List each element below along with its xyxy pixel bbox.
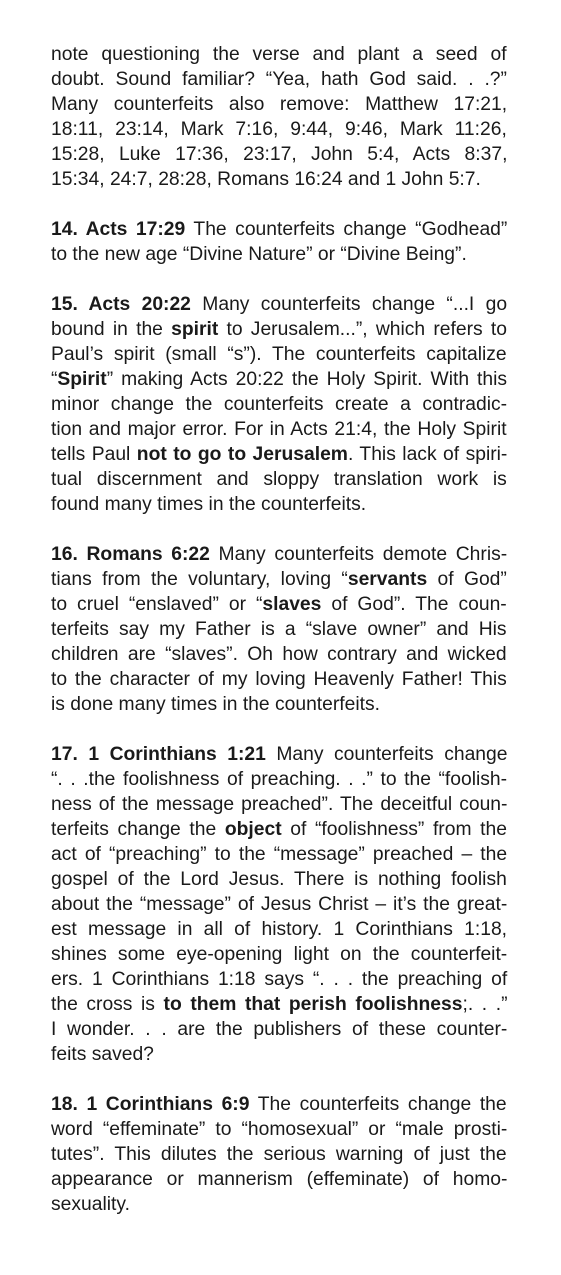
- text-line: to the new age “Divine Nature” or “Divine Being”.: [51, 244, 467, 265]
- text-line: “Spirit” making Acts 20:22 the Holy Spirit. With this: [51, 369, 508, 390]
- text-line: I wonder. . . are the publishers of these counter-: [51, 1019, 508, 1040]
- text-line: word “effeminate” to “homosexual” or “male prosti-: [51, 1119, 508, 1140]
- text-line: children are “slaves”. Oh how contrary and wicked: [51, 644, 507, 665]
- text-line: 18:11, 23:14, Mark 7:16, 9:44, 9:46, Mark 11:26,: [51, 119, 507, 140]
- document-page: [51, 42, 507, 1217]
- text-line: tutes”. This dilutes the serious warning of just the: [51, 1144, 507, 1165]
- text-line: to the character of my loving Heavenly Father! This: [51, 669, 507, 690]
- paragraph-item-15: [51, 292, 507, 517]
- text-line: tual discernment and sloppy translation work is: [51, 469, 507, 490]
- text-line: shines some eye-opening light on the counterfeit-: [51, 944, 508, 965]
- text-line: terfeits change the object of “foolishness” from the: [51, 819, 507, 840]
- text-line: the cross is to them that perish foolishness;. . .”: [51, 994, 508, 1015]
- text-line: act of “preaching” to the “message” preached – the: [51, 844, 508, 865]
- text-line: bound in the spirit to Jerusalem...”, which refers to: [51, 319, 507, 340]
- text-line: minor change the counterfeits create a contradic-: [51, 394, 508, 415]
- text-line: terfeits say my Father is a “slave owner” and His: [51, 619, 507, 640]
- item-heading: 14. Acts 17:29: [51, 219, 186, 240]
- text-line: feits saved?: [51, 1044, 154, 1065]
- text-line: “. . .the foolishness of preaching. . .” to the “foolish-: [51, 769, 508, 790]
- text-line: ers. 1 Corinthians 1:18 says “. . . the preaching of: [51, 969, 508, 990]
- text-line: tion and major error. For in Acts 21:4, the Holy Spirit: [51, 419, 507, 440]
- item-heading: 15. Acts 20:22: [51, 294, 191, 315]
- text-line: note questioning the verse and plant a seed of: [51, 44, 507, 65]
- text-line: sexuality.: [51, 1194, 130, 1215]
- text-line: found many times in the counterfeits.: [51, 494, 367, 515]
- text-line: 15:28, Luke 17:36, 23:17, John 5:4, Acts 8:37,: [51, 144, 508, 165]
- text-line: 14. Acts 17:29 The counterfeits change “Godhead”: [51, 219, 508, 240]
- text-line: ness of the message preached”. The deceitful coun-: [51, 794, 508, 815]
- text-line: 15. Acts 20:22 Many counterfeits change “...I go: [51, 294, 508, 315]
- text-line: doubt. Sound familiar? “Yea, hath God said. . .?”: [51, 69, 507, 90]
- text-line: Paul’s spirit (small “s”). The counterfeits capitalize: [51, 344, 507, 365]
- paragraph-item-18: [51, 1092, 507, 1217]
- text-line: gospel of the Lord Jesus. There is nothing foolish: [51, 869, 507, 890]
- text-line: about the “message” of Jesus Christ – it’s the great-: [51, 894, 508, 915]
- paragraph-item-17: [51, 742, 507, 1067]
- text-line: Many counterfeits also remove: Matthew 17:21,: [51, 94, 508, 115]
- item-heading: 18. 1 Corinthians 6:9: [51, 1094, 250, 1115]
- text-line: 16. Romans 6:22 Many counterfeits demote Chris-: [51, 544, 508, 565]
- text-line: tians from the voluntary, loving “servants of God”: [51, 569, 507, 590]
- text-line: est message in all of history. 1 Corinthians 1:18,: [51, 919, 508, 940]
- text-line: 15:34, 24:7, 28:28, Romans 16:24 and 1 John 5:7.: [51, 169, 481, 190]
- paragraph-item-14: [51, 217, 507, 267]
- text-line: 17. 1 Corinthians 1:21 Many counterfeits change: [51, 744, 508, 765]
- text-line: is done many times in the counterfeits.: [51, 694, 381, 715]
- item-heading: 17. 1 Corinthians 1:21: [51, 744, 266, 765]
- text-line: to cruel “enslaved” or “slaves of God”. The coun-: [51, 594, 507, 615]
- item-heading: 16. Romans 6:22: [51, 544, 210, 565]
- paragraph-item-16: [51, 542, 507, 717]
- paragraph-intro: [51, 42, 507, 192]
- text-line: 18. 1 Corinthians 6:9 The counterfeits change the: [51, 1094, 507, 1115]
- text-line: tells Paul not to go to Jerusalem. This lack of spiri-: [51, 444, 508, 465]
- text-line: appearance or mannerism (effeminate) of homo-: [51, 1169, 508, 1190]
